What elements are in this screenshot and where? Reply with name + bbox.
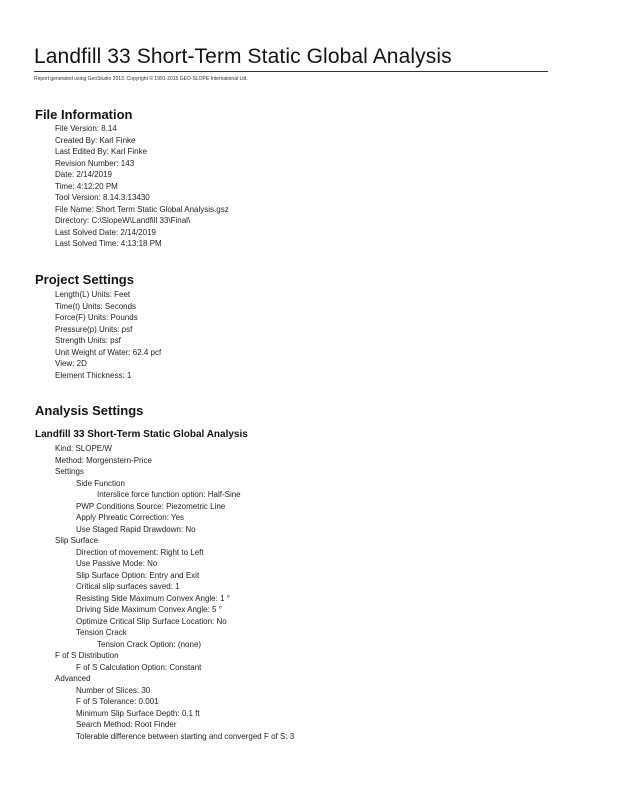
analysis-settings-line: Tension Crack Option: (none) <box>97 639 202 649</box>
analysis-settings-line: Method: Morgenstern-Price <box>55 455 152 465</box>
analysis-settings-line: Minimum Slip Surface Depth: 0.1 ft <box>76 708 200 718</box>
file-information-line: Time: 4:12:20 PM <box>55 181 118 191</box>
file-information-line: File Name: Short Term Static Global Analysis.gsz <box>55 204 229 214</box>
analysis-settings-line: Tolerable difference between starting and converged F of S: 3 <box>76 731 295 741</box>
project-settings-line: Element Thickness: 1 <box>55 370 132 380</box>
analysis-settings-line: F of S Distribution <box>55 651 119 660</box>
analysis-settings-line: Slip Surface <box>55 536 99 545</box>
project-settings-heading: Project Settings <box>35 272 134 287</box>
analysis-settings-line: PWP Conditions Source: Piezometric Line <box>76 501 226 511</box>
file-information-line: Directory: C:\SlopeW\Landfill 33\Final\ <box>55 216 191 225</box>
file-information-line: Last Solved Time: 4:13:18 PM <box>55 239 162 248</box>
analysis-settings-line: Use Staged Rapid Drawdown: No <box>76 524 196 534</box>
project-settings-line: Force(F) Units: Pounds <box>55 313 138 322</box>
project-settings-line: Strength Units: psf <box>55 336 121 345</box>
file-information-heading: File Information <box>35 107 133 122</box>
analysis-settings-line: Kind: SLOPE/W <box>55 444 112 453</box>
analysis-settings-line: Tension Crack <box>76 628 127 637</box>
analysis-settings-line: Resisting Side Maximum Convex Angle: 1 ° <box>76 593 230 603</box>
analysis-settings-line: F of S Tolerance: 0.001 <box>76 697 159 706</box>
file-information-line: Last Edited By: Karl Finke <box>55 147 148 156</box>
analysis-settings-line: Direction of movement: Right to Left <box>76 547 204 557</box>
file-information-line: Date: 2/14/2019 <box>55 170 112 179</box>
project-settings-line: View: 2D <box>55 359 87 368</box>
file-information-line: Created By: Karl Finke <box>55 135 136 145</box>
title-divider <box>34 71 548 72</box>
analysis-settings-heading: Analysis Settings <box>35 403 144 418</box>
analysis-settings-line: Driving Side Maximum Convex Angle: 5 ° <box>76 605 222 614</box>
project-settings-line: Pressure(p) Units: psf <box>55 324 133 334</box>
copyright-line: Report generated using GeoStudio 2013. Copyright © 1991-2015 GEO-SLOPE International Ltd. <box>34 76 248 82</box>
project-settings-line: Length(L) Units: Feet <box>55 290 131 299</box>
analysis-settings-line: Advanced <box>55 674 91 683</box>
analysis-settings-line: Settings <box>55 467 84 476</box>
report-title: Landfill 33 Short-Term Static Global Analysis <box>34 45 452 68</box>
analysis-settings-line: Search Method: Root Finder <box>76 720 177 729</box>
analysis-settings-line: Side Function <box>76 478 125 488</box>
analysis-settings-line: Critical slip surfaces saved: 1 <box>76 582 180 591</box>
file-information-line: File Version: 8.14 <box>55 124 117 133</box>
analysis-settings-line: Slip Surface Option: Entry and Exit <box>76 570 200 580</box>
analysis-settings-line: Use Passive Mode: No <box>76 559 158 568</box>
project-settings-line: Time(t) Units: Seconds <box>55 301 137 311</box>
analysis-settings-line: Number of Slices: 30 <box>76 685 151 695</box>
analysis-name-heading: Landfill 33 Short-Term Static Global Analysis <box>35 429 248 440</box>
file-information-line: Revision Number: 143 <box>55 158 135 168</box>
file-information-line: Last Solved Date: 2/14/2019 <box>55 227 156 237</box>
file-information-line: Tool Version: 8.14.3.13430 <box>55 193 150 202</box>
analysis-settings-line: Interslice force function option: Half-Sine <box>97 490 241 499</box>
analysis-settings-line: Apply Phreatic Correction: Yes <box>76 513 185 522</box>
analysis-settings-line: Optimize Critical Slip Surface Location: No <box>76 616 227 626</box>
project-settings-line: Unit Weight of Water: 62.4 pcf <box>55 347 162 357</box>
analysis-settings-line: F of S Calculation Option: Constant <box>76 662 202 672</box>
